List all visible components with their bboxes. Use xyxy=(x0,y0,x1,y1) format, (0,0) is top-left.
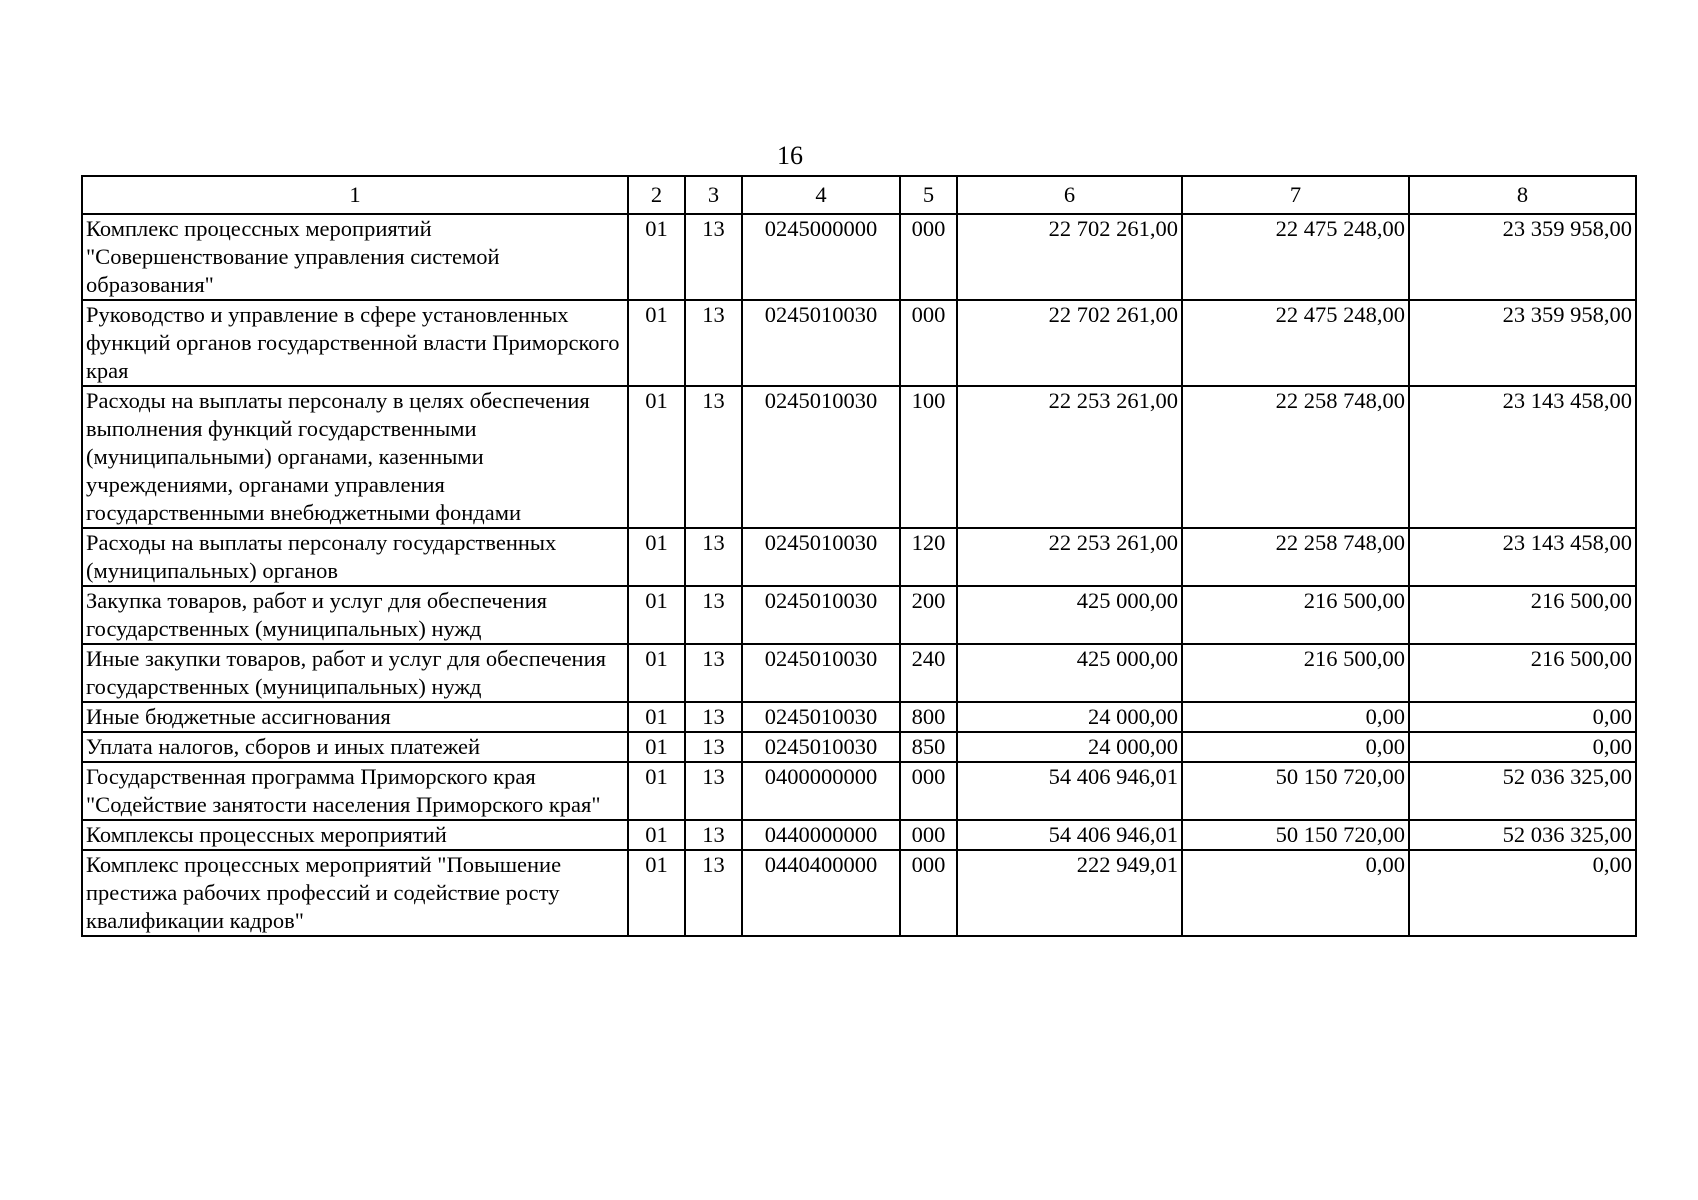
row-amount-7: 22 475 248,00 xyxy=(1182,214,1409,300)
row-amount-8: 23 359 958,00 xyxy=(1409,214,1636,300)
row-amount-7: 22 258 748,00 xyxy=(1182,386,1409,528)
table-row xyxy=(82,644,1636,702)
row-target-article: 0440400000 xyxy=(742,850,900,936)
table-row xyxy=(82,386,1636,528)
table-row xyxy=(82,762,1636,820)
row-amount-7: 22 475 248,00 xyxy=(1182,300,1409,386)
row-subsection: 13 xyxy=(685,386,742,528)
row-expense-type: 100 xyxy=(900,386,957,528)
header-cell: 2 xyxy=(628,176,685,214)
row-target-article: 0245010030 xyxy=(742,644,900,702)
table-row xyxy=(82,702,1636,732)
row-subsection: 13 xyxy=(685,300,742,386)
row-subsection: 13 xyxy=(685,850,742,936)
row-expense-type: 120 xyxy=(900,528,957,586)
row-amount-7: 50 150 720,00 xyxy=(1182,820,1409,850)
row-amount-8: 52 036 325,00 xyxy=(1409,762,1636,820)
row-target-article: 0245010030 xyxy=(742,386,900,528)
row-amount-6: 24 000,00 xyxy=(957,732,1182,762)
row-section: 01 xyxy=(628,820,685,850)
row-expense-type: 200 xyxy=(900,586,957,644)
row-name: Закупка товаров, работ и услуг для обеспечения государственных (муниципальных) нужд xyxy=(82,586,628,644)
row-amount-8: 23 359 958,00 xyxy=(1409,300,1636,386)
row-subsection: 13 xyxy=(685,214,742,300)
row-amount-7: 216 500,00 xyxy=(1182,644,1409,702)
table-row xyxy=(82,586,1636,644)
table-body xyxy=(82,214,1636,936)
row-section: 01 xyxy=(628,644,685,702)
row-name: Иные бюджетные ассигнования xyxy=(82,702,628,732)
row-name: Расходы на выплаты персоналу государственных (муниципальных) органов xyxy=(82,528,628,586)
row-amount-8: 0,00 xyxy=(1409,850,1636,936)
row-name: Комплексы процессных мероприятий xyxy=(82,820,628,850)
row-name: Комплекс процессных мероприятий "Совершенствование управления системой образования" xyxy=(82,214,628,300)
row-expense-type: 000 xyxy=(900,300,957,386)
row-amount-8: 216 500,00 xyxy=(1409,586,1636,644)
row-subsection: 13 xyxy=(685,528,742,586)
row-amount-6: 22 253 261,00 xyxy=(957,528,1182,586)
row-amount-8: 0,00 xyxy=(1409,702,1636,732)
row-target-article: 0245010030 xyxy=(742,732,900,762)
page-number: 16 xyxy=(777,141,803,170)
row-amount-6: 425 000,00 xyxy=(957,644,1182,702)
row-expense-type: 000 xyxy=(900,820,957,850)
row-target-article: 0245010030 xyxy=(742,300,900,386)
row-subsection: 13 xyxy=(685,820,742,850)
row-section: 01 xyxy=(628,762,685,820)
header-cell: 7 xyxy=(1182,176,1409,214)
row-amount-6: 22 702 261,00 xyxy=(957,300,1182,386)
row-target-article: 0440000000 xyxy=(742,820,900,850)
row-target-article: 0245010030 xyxy=(742,702,900,732)
row-amount-7: 0,00 xyxy=(1182,850,1409,936)
table-row xyxy=(82,820,1636,850)
row-name: Иные закупки товаров, работ и услуг для обеспечения государственных (муниципальных) нужд xyxy=(82,644,628,702)
row-section: 01 xyxy=(628,300,685,386)
row-amount-8: 0,00 xyxy=(1409,732,1636,762)
row-amount-8: 23 143 458,00 xyxy=(1409,386,1636,528)
row-expense-type: 240 xyxy=(900,644,957,702)
row-amount-7: 22 258 748,00 xyxy=(1182,528,1409,586)
row-expense-type: 850 xyxy=(900,732,957,762)
row-section: 01 xyxy=(628,528,685,586)
table-header xyxy=(82,176,1636,214)
row-section: 01 xyxy=(628,702,685,732)
row-amount-6: 22 702 261,00 xyxy=(957,214,1182,300)
row-subsection: 13 xyxy=(685,586,742,644)
header-cell: 3 xyxy=(685,176,742,214)
header-cell: 6 xyxy=(957,176,1182,214)
row-target-article: 0245000000 xyxy=(742,214,900,300)
row-amount-8: 52 036 325,00 xyxy=(1409,820,1636,850)
row-amount-6: 54 406 946,01 xyxy=(957,762,1182,820)
row-amount-8: 23 143 458,00 xyxy=(1409,528,1636,586)
table-row xyxy=(82,528,1636,586)
table-row xyxy=(82,300,1636,386)
row-amount-8: 216 500,00 xyxy=(1409,644,1636,702)
header-row xyxy=(82,176,1636,214)
row-target-article: 0400000000 xyxy=(742,762,900,820)
row-subsection: 13 xyxy=(685,702,742,732)
row-subsection: 13 xyxy=(685,732,742,762)
row-amount-6: 24 000,00 xyxy=(957,702,1182,732)
row-amount-6: 54 406 946,01 xyxy=(957,820,1182,850)
table-row xyxy=(82,732,1636,762)
row-section: 01 xyxy=(628,586,685,644)
row-expense-type: 800 xyxy=(900,702,957,732)
row-section: 01 xyxy=(628,850,685,936)
row-target-article: 0245010030 xyxy=(742,586,900,644)
row-amount-7: 0,00 xyxy=(1182,702,1409,732)
row-expense-type: 000 xyxy=(900,214,957,300)
row-amount-6: 425 000,00 xyxy=(957,586,1182,644)
budget-table xyxy=(81,175,1637,937)
header-cell: 8 xyxy=(1409,176,1636,214)
row-subsection: 13 xyxy=(685,644,742,702)
row-amount-7: 216 500,00 xyxy=(1182,586,1409,644)
row-name: Расходы на выплаты персоналу в целях обеспечения выполнения функций государственными (муниципальными) органами, казенными учреждениями, органами управления государственными внебюджетными фондами xyxy=(82,386,628,528)
row-subsection: 13 xyxy=(685,762,742,820)
row-amount-6: 222 949,01 xyxy=(957,850,1182,936)
row-name: Руководство и управление в сфере установленных функций органов государственной власти Приморского края xyxy=(82,300,628,386)
table-row xyxy=(82,214,1636,300)
table-row xyxy=(82,850,1636,936)
row-amount-6: 22 253 261,00 xyxy=(957,386,1182,528)
row-expense-type: 000 xyxy=(900,762,957,820)
row-name: Государственная программа Приморского края "Содействие занятости населения Приморского края" xyxy=(82,762,628,820)
row-section: 01 xyxy=(628,386,685,528)
row-name: Уплата налогов, сборов и иных платежей xyxy=(82,732,628,762)
header-cell: 4 xyxy=(742,176,900,214)
row-name: Комплекс процессных мероприятий "Повышение престижа рабочих профессий и содействие росту квалификации кадров" xyxy=(82,850,628,936)
header-cell: 5 xyxy=(900,176,957,214)
row-section: 01 xyxy=(628,732,685,762)
row-amount-7: 0,00 xyxy=(1182,732,1409,762)
header-cell: 1 xyxy=(82,176,628,214)
row-target-article: 0245010030 xyxy=(742,528,900,586)
row-amount-7: 50 150 720,00 xyxy=(1182,762,1409,820)
row-section: 01 xyxy=(628,214,685,300)
row-expense-type: 000 xyxy=(900,850,957,936)
